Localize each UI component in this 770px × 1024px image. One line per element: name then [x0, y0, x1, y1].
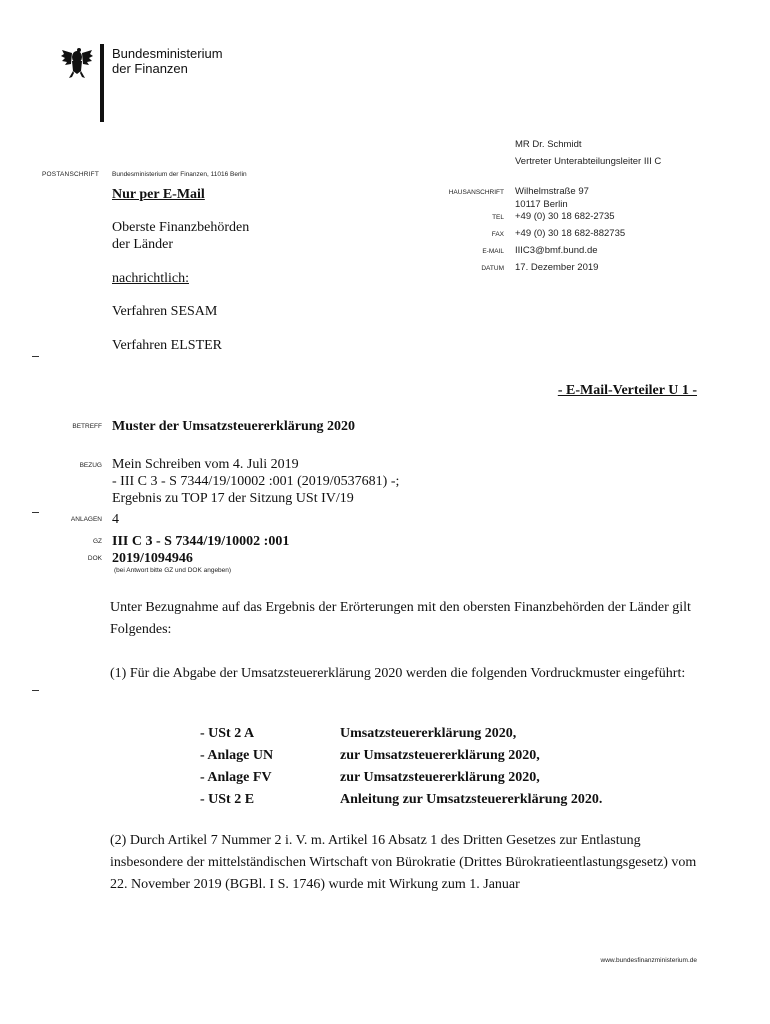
federal-eagle-icon — [60, 44, 94, 80]
email-value: IIIC3@bmf.bund.de — [515, 245, 598, 256]
intro-paragraph: Unter Bezugnahme auf das Ergebnis der Erörterungen mit den obersten Finanzbehörden der Länder gilt Folgendes: — [110, 600, 691, 637]
paragraph-1: (1) Für die Abgabe der Umsatzsteuererklärung 2020 werden die folgenden Vordruckmuster eingeführt: — [110, 666, 686, 681]
fax-value: +49 (0) 30 18 682-882735 — [515, 228, 626, 239]
vordruck-code: - Anlage FV — [200, 770, 272, 785]
datum-value: 17. Dezember 2019 — [515, 262, 599, 273]
fold-mark — [32, 512, 39, 513]
bezug-line-3: Ergebnis zu TOP 17 der Sitzung USt IV/19 — [112, 491, 354, 506]
bezug-line-1: Mein Schreiben vom 4. Juli 2019 — [112, 457, 299, 472]
bezug-line-2: - III C 3 - S 7344/19/10002 :001 (2019/0537681) -; — [112, 474, 400, 489]
distribution-list: - E-Mail-Verteiler U 1 - — [557, 383, 697, 398]
anlagen-label: ANLAGEN — [70, 516, 102, 523]
postanschrift-label: POSTANSCHRIFT — [42, 171, 100, 178]
betreff-label: BETREFF — [72, 423, 102, 430]
cc-recipient-1: Verfahren SESAM — [112, 304, 218, 319]
vordruck-code: - USt 2 A — [200, 726, 255, 741]
dok-value: 2019/1094946 — [112, 551, 193, 566]
dok-label: DOK — [87, 555, 102, 562]
vordruck-code: - USt 2 E — [200, 792, 255, 807]
tel-label: TEL — [492, 214, 504, 221]
hausanschrift-line-1: Wilhelmstraße 97 — [515, 186, 589, 197]
ministry-line-2: der Finanzen — [112, 61, 188, 76]
ministry-line-1: Bundesministerium — [112, 46, 223, 61]
delivery-note: Nur per E-Mail — [112, 187, 205, 202]
reply-hint: (bei Antwort bitte GZ und DOK angeben) — [114, 567, 232, 574]
email-label: E-MAIL — [482, 248, 504, 255]
vordruck-name: Umsatzsteuererklärung 2020, — [340, 726, 517, 741]
fax-label: FAX — [491, 231, 504, 238]
bezug-label: BEZUG — [79, 462, 102, 469]
gz-value: III C 3 - S 7344/19/10002 :001 — [112, 534, 290, 549]
hausanschrift-label: HAUSANSCHRIFT — [448, 189, 504, 196]
tel-value: +49 (0) 30 18 682-2735 — [515, 211, 615, 222]
anlagen-value: 4 — [112, 512, 119, 527]
paragraph-2: (2) Durch Artikel 7 Nummer 2 i. V. m. Artikel 16 Absatz 1 des Dritten Gesetzes zur Entlastung insbesondere der mittelständischen Wirtschaft von Bürokratie (Drittes Bürokratieentlastungsgesetz) vom 22. November 2019 (BGBl. I S. 1746) wurde mit Wirkung zum 1. Januar — [110, 833, 697, 892]
ministry-name — [112, 46, 223, 76]
datum-label: DATUM — [481, 265, 504, 272]
recipient-line-1: Oberste Finanzbehörden — [112, 220, 250, 235]
vordruck-name: Anleitung zur Umsatzsteuererklärung 2020. — [340, 792, 603, 807]
punch-mark — [32, 690, 39, 691]
gz-label: GZ — [92, 538, 102, 545]
betreff-value: Muster der Umsatzsteuererklärung 2020 — [112, 419, 356, 434]
letterhead-divider — [100, 44, 104, 122]
fold-mark — [32, 356, 39, 357]
sender-name: MR Dr. Schmidt — [515, 139, 582, 150]
vordruck-name: zur Umsatzsteuererklärung 2020, — [340, 770, 540, 785]
recipient-line-2: der Länder — [112, 237, 174, 252]
postanschrift-value: Bundesministerium der Finanzen, 11016 Berlin — [112, 171, 247, 178]
cc-label: nachrichtlich: — [112, 271, 189, 286]
vordruck-name: zur Umsatzsteuererklärung 2020, — [340, 748, 540, 763]
cc-recipient-2: Verfahren ELSTER — [112, 338, 223, 353]
vordruck-code: - Anlage UN — [200, 748, 274, 763]
footer-url[interactable]: www.bundesfinanzministerium.de — [600, 957, 697, 964]
hausanschrift-line-2: 10117 Berlin — [515, 199, 568, 210]
sender-role: Vertreter Unterabteilungsleiter III C — [515, 156, 662, 167]
